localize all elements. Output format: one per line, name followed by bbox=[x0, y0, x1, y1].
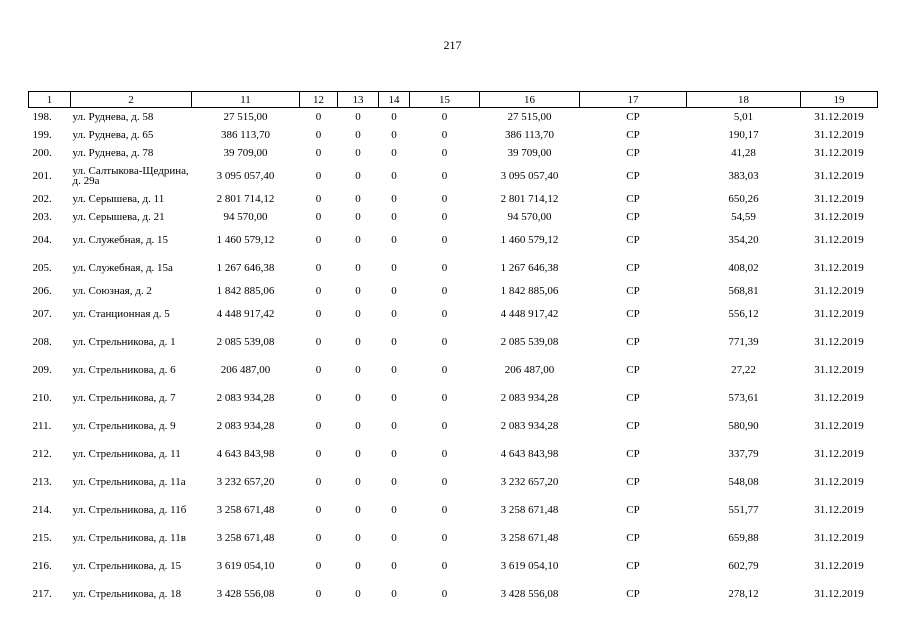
table-row bbox=[29, 440, 878, 468]
cell-col-16: 3 428 556,08 bbox=[500, 588, 559, 600]
cell-col-11: 39 709,00 bbox=[223, 147, 268, 159]
cell-col-18: 383,03 bbox=[728, 170, 759, 182]
cell-col-18: 556,12 bbox=[728, 308, 759, 320]
row-number-cell: 206. bbox=[32, 285, 52, 297]
cell-col-16: 4 448 917,42 bbox=[500, 308, 559, 320]
cell-col-18: 337,79 bbox=[728, 448, 759, 460]
cell-col-12: 0 bbox=[315, 308, 322, 320]
cell-col-16: 2 801 714,12 bbox=[500, 193, 559, 205]
cell-col-19: 31.12.2019 bbox=[814, 336, 864, 348]
address-cell: ул. Руднева, д. 78 bbox=[72, 147, 154, 159]
cell-col-16: 206 487,00 bbox=[504, 364, 555, 376]
cell-col-19: 31.12.2019 bbox=[814, 392, 864, 404]
cell-col-18: 41,28 bbox=[731, 147, 756, 159]
cell-col-14: 0 bbox=[391, 532, 397, 544]
address-cell: ул. Союзная, д. 2 bbox=[72, 285, 152, 297]
cell-col-11: 94 570,00 bbox=[223, 211, 268, 223]
cell-col-14: 0 bbox=[391, 129, 397, 141]
cell-col-11: 1 267 646,38 bbox=[216, 262, 275, 274]
cell-col-11: 2 083 934,28 bbox=[216, 420, 275, 432]
cell-col-19: 31.12.2019 bbox=[814, 211, 864, 223]
table-row bbox=[29, 524, 878, 552]
row-number-cell: 214. bbox=[32, 504, 52, 516]
cell-col-17: СР bbox=[626, 285, 640, 297]
cell-col-12: 0 bbox=[315, 392, 322, 404]
cell-col-11: 4 448 917,42 bbox=[216, 308, 275, 320]
column-header: 16 bbox=[480, 92, 580, 108]
address-cell: ул. Стрельникова, д. 11а bbox=[72, 476, 186, 488]
cell-col-13: 0 bbox=[355, 170, 361, 182]
cell-col-11: 3 232 657,20 bbox=[216, 476, 275, 488]
cell-col-18: 354,20 bbox=[728, 234, 759, 246]
cell-col-12: 0 bbox=[315, 111, 322, 123]
table-row bbox=[29, 190, 878, 208]
cell-col-14: 0 bbox=[391, 234, 397, 246]
cell-col-13: 0 bbox=[355, 211, 361, 223]
column-header: 2 bbox=[71, 92, 192, 108]
cell-col-15: 0 bbox=[441, 364, 448, 376]
row-number-cell: 212. bbox=[32, 448, 52, 460]
cell-col-13: 0 bbox=[355, 234, 361, 246]
cell-col-19: 31.12.2019 bbox=[814, 234, 864, 246]
table-row bbox=[29, 468, 878, 496]
cell-col-12: 0 bbox=[315, 129, 322, 141]
page-number: 217 bbox=[443, 38, 462, 52]
cell-col-15: 0 bbox=[441, 532, 448, 544]
cell-col-15: 0 bbox=[441, 308, 448, 320]
row-number-cell: 205. bbox=[32, 262, 52, 274]
cell-col-18: 5,01 bbox=[733, 111, 754, 123]
cell-col-13: 0 bbox=[355, 285, 361, 297]
cell-col-19: 31.12.2019 bbox=[814, 111, 864, 123]
address-cell: ул. Салтыкова-Щедрина, д. 29а bbox=[72, 165, 189, 187]
cell-col-11: 3 258 671,48 bbox=[216, 532, 275, 544]
cell-col-16: 2 083 934,28 bbox=[500, 420, 559, 432]
cell-col-18: 771,39 bbox=[728, 336, 759, 348]
cell-col-12: 0 bbox=[315, 234, 322, 246]
cell-col-18: 551,77 bbox=[728, 504, 759, 516]
cell-col-17: СР bbox=[626, 211, 640, 223]
cell-col-12: 0 bbox=[315, 211, 322, 223]
cell-col-16: 1 842 885,06 bbox=[500, 285, 559, 297]
cell-col-15: 0 bbox=[441, 211, 448, 223]
cell-col-14: 0 bbox=[391, 560, 397, 572]
cell-col-16: 3 258 671,48 bbox=[500, 504, 559, 516]
cell-col-14: 0 bbox=[391, 147, 397, 159]
cell-col-18: 408,02 bbox=[728, 262, 759, 274]
address-cell: ул. Стрельникова, д. 7 bbox=[72, 392, 176, 404]
cell-col-15: 0 bbox=[441, 336, 448, 348]
cell-col-13: 0 bbox=[355, 504, 361, 516]
cell-col-19: 31.12.2019 bbox=[814, 193, 864, 205]
cell-col-12: 0 bbox=[315, 262, 322, 274]
column-header: 18 bbox=[687, 92, 801, 108]
cell-col-13: 0 bbox=[355, 588, 361, 600]
cell-col-18: 278,12 bbox=[728, 588, 759, 600]
address-cell: ул. Серышева, д. 11 bbox=[72, 193, 165, 205]
row-number-cell: 199. bbox=[32, 129, 52, 141]
cell-col-13: 0 bbox=[355, 532, 361, 544]
data-table bbox=[28, 91, 878, 608]
column-header: 15 bbox=[410, 92, 480, 108]
cell-col-15: 0 bbox=[441, 504, 448, 516]
column-header: 17 bbox=[580, 92, 687, 108]
cell-col-15: 0 bbox=[441, 129, 448, 141]
cell-col-12: 0 bbox=[315, 532, 322, 544]
row-number-cell: 198. bbox=[32, 111, 52, 123]
cell-col-17: СР bbox=[626, 129, 640, 141]
cell-col-14: 0 bbox=[391, 448, 397, 460]
cell-col-17: СР bbox=[626, 476, 640, 488]
cell-col-13: 0 bbox=[355, 448, 361, 460]
cell-col-19: 31.12.2019 bbox=[814, 476, 864, 488]
cell-col-19: 31.12.2019 bbox=[814, 308, 864, 320]
cell-col-11: 3 095 057,40 bbox=[216, 170, 275, 182]
cell-col-16: 3 258 671,48 bbox=[500, 532, 559, 544]
cell-col-16: 2 085 539,08 bbox=[500, 336, 559, 348]
table-row bbox=[29, 412, 878, 440]
cell-col-16: 3 619 054,10 bbox=[500, 560, 559, 572]
column-header: 11 bbox=[192, 92, 300, 108]
row-number-cell: 203. bbox=[32, 211, 52, 223]
cell-col-11: 27 515,00 bbox=[223, 111, 268, 123]
cell-col-14: 0 bbox=[391, 336, 397, 348]
cell-col-13: 0 bbox=[355, 364, 361, 376]
row-number-cell: 207. bbox=[32, 308, 52, 320]
cell-col-18: 27,22 bbox=[731, 364, 756, 376]
table-row bbox=[29, 356, 878, 384]
cell-col-17: СР bbox=[626, 504, 640, 516]
cell-col-19: 31.12.2019 bbox=[814, 285, 864, 297]
address-cell: ул. Стрельникова, д. 6 bbox=[72, 364, 176, 376]
table-header-row bbox=[29, 92, 878, 108]
cell-col-12: 0 bbox=[315, 476, 322, 488]
cell-col-19: 31.12.2019 bbox=[814, 448, 864, 460]
cell-col-13: 0 bbox=[355, 560, 361, 572]
cell-col-14: 0 bbox=[391, 392, 397, 404]
address-cell: ул. Стрельникова, д. 15 bbox=[72, 560, 182, 572]
table-row bbox=[29, 144, 878, 162]
cell-col-13: 0 bbox=[355, 111, 361, 123]
cell-col-12: 0 bbox=[315, 560, 322, 572]
cell-col-16: 3 232 657,20 bbox=[500, 476, 559, 488]
cell-col-15: 0 bbox=[441, 560, 448, 572]
cell-col-12: 0 bbox=[315, 448, 322, 460]
cell-col-16: 27 515,00 bbox=[507, 111, 552, 123]
cell-col-13: 0 bbox=[355, 129, 361, 141]
cell-col-14: 0 bbox=[391, 262, 397, 274]
cell-col-19: 31.12.2019 bbox=[814, 420, 864, 432]
cell-col-17: СР bbox=[626, 420, 640, 432]
cell-col-14: 0 bbox=[391, 420, 397, 432]
table-row bbox=[29, 384, 878, 412]
cell-col-13: 0 bbox=[355, 420, 361, 432]
cell-col-19: 31.12.2019 bbox=[814, 532, 864, 544]
cell-col-15: 0 bbox=[441, 588, 448, 600]
address-cell: ул. Руднева, д. 65 bbox=[72, 129, 154, 141]
cell-col-16: 94 570,00 bbox=[507, 211, 552, 223]
row-number-cell: 208. bbox=[32, 336, 52, 348]
cell-col-19: 31.12.2019 bbox=[814, 147, 864, 159]
table-row bbox=[29, 162, 878, 190]
cell-col-19: 31.12.2019 bbox=[814, 560, 864, 572]
cell-col-12: 0 bbox=[315, 364, 322, 376]
cell-col-12: 0 bbox=[315, 147, 322, 159]
cell-col-14: 0 bbox=[391, 193, 397, 205]
cell-col-15: 0 bbox=[441, 448, 448, 460]
cell-col-17: СР bbox=[626, 147, 640, 159]
row-number-cell: 210. bbox=[32, 392, 52, 404]
cell-col-15: 0 bbox=[441, 234, 448, 246]
table-row bbox=[29, 328, 878, 356]
table-row bbox=[29, 208, 878, 226]
cell-col-16: 386 113,70 bbox=[504, 129, 555, 141]
cell-col-15: 0 bbox=[441, 193, 448, 205]
cell-col-18: 602,79 bbox=[728, 560, 759, 572]
cell-col-11: 1 460 579,12 bbox=[216, 234, 275, 246]
address-cell: ул. Станционная д. 5 bbox=[72, 308, 170, 320]
cell-col-11: 3 428 556,08 bbox=[216, 588, 275, 600]
cell-col-13: 0 bbox=[355, 476, 361, 488]
cell-col-19: 31.12.2019 bbox=[814, 262, 864, 274]
cell-col-18: 54,59 bbox=[731, 211, 756, 223]
cell-col-17: СР bbox=[626, 262, 640, 274]
cell-col-13: 0 bbox=[355, 308, 361, 320]
cell-col-17: СР bbox=[626, 392, 640, 404]
cell-col-11: 3 258 671,48 bbox=[216, 504, 275, 516]
cell-col-12: 0 bbox=[315, 420, 322, 432]
cell-col-13: 0 bbox=[355, 147, 361, 159]
row-number-cell: 217. bbox=[32, 588, 52, 600]
table-row bbox=[29, 580, 878, 608]
cell-col-14: 0 bbox=[391, 285, 397, 297]
table-row bbox=[29, 226, 878, 254]
cell-col-11: 4 643 843,98 bbox=[216, 448, 275, 460]
cell-col-11: 206 487,00 bbox=[220, 364, 271, 376]
row-number-cell: 200. bbox=[32, 147, 52, 159]
address-cell: ул. Стрельникова, д. 1 bbox=[72, 336, 176, 348]
cell-col-18: 580,90 bbox=[728, 420, 759, 432]
cell-col-17: СР bbox=[626, 448, 640, 460]
table-row bbox=[29, 282, 878, 300]
cell-col-19: 31.12.2019 bbox=[814, 364, 864, 376]
cell-col-18: 190,17 bbox=[728, 129, 759, 141]
cell-col-11: 386 113,70 bbox=[220, 129, 271, 141]
cell-col-12: 0 bbox=[315, 193, 322, 205]
row-number-cell: 201. bbox=[32, 170, 52, 182]
cell-col-16: 39 709,00 bbox=[507, 147, 552, 159]
cell-col-15: 0 bbox=[441, 392, 448, 404]
cell-col-12: 0 bbox=[315, 170, 322, 182]
table-row bbox=[29, 552, 878, 580]
cell-col-15: 0 bbox=[441, 420, 448, 432]
cell-col-15: 0 bbox=[441, 476, 448, 488]
table-row bbox=[29, 254, 878, 282]
cell-col-11: 2 083 934,28 bbox=[216, 392, 275, 404]
cell-col-14: 0 bbox=[391, 111, 397, 123]
cell-col-14: 0 bbox=[391, 211, 397, 223]
cell-col-16: 1 267 646,38 bbox=[500, 262, 559, 274]
cell-col-15: 0 bbox=[441, 262, 448, 274]
column-header: 19 bbox=[801, 92, 878, 108]
cell-col-12: 0 bbox=[315, 336, 322, 348]
cell-col-12: 0 bbox=[315, 285, 322, 297]
cell-col-18: 573,61 bbox=[728, 392, 759, 404]
column-header: 12 bbox=[300, 92, 338, 108]
cell-col-13: 0 bbox=[355, 336, 361, 348]
cell-col-17: СР bbox=[626, 560, 640, 572]
row-number-cell: 213. bbox=[32, 476, 52, 488]
cell-col-14: 0 bbox=[391, 308, 397, 320]
cell-col-14: 0 bbox=[391, 170, 397, 182]
cell-col-15: 0 bbox=[441, 147, 448, 159]
cell-col-18: 650,26 bbox=[728, 193, 759, 205]
cell-col-13: 0 bbox=[355, 193, 361, 205]
cell-col-18: 548,08 bbox=[728, 476, 759, 488]
cell-col-12: 0 bbox=[315, 504, 322, 516]
address-cell: ул. Руднева, д. 58 bbox=[72, 111, 154, 123]
cell-col-17: СР bbox=[626, 193, 640, 205]
table-body bbox=[29, 108, 878, 609]
address-cell: ул. Стрельникова, д. 11б bbox=[72, 504, 187, 516]
cell-col-11: 1 842 885,06 bbox=[216, 285, 275, 297]
cell-col-14: 0 bbox=[391, 364, 397, 376]
cell-col-11: 2 801 714,12 bbox=[216, 193, 275, 205]
cell-col-13: 0 bbox=[355, 392, 361, 404]
cell-col-11: 2 085 539,08 bbox=[216, 336, 275, 348]
table-row bbox=[29, 108, 878, 127]
address-cell: ул. Стрельникова, д. 11 bbox=[72, 448, 181, 460]
column-header: 14 bbox=[379, 92, 410, 108]
column-header: 13 bbox=[338, 92, 379, 108]
address-cell: ул. Серышева, д. 21 bbox=[72, 211, 165, 223]
column-header: 1 bbox=[29, 92, 71, 108]
cell-col-16: 3 095 057,40 bbox=[500, 170, 559, 182]
row-number-cell: 204. bbox=[32, 234, 52, 246]
address-cell: ул. Служебная, д. 15 bbox=[72, 234, 169, 246]
cell-col-18: 568,81 bbox=[728, 285, 759, 297]
cell-col-18: 659,88 bbox=[728, 532, 759, 544]
cell-col-12: 0 bbox=[315, 588, 322, 600]
address-cell: ул. Служебная, д. 15а bbox=[72, 262, 173, 274]
cell-col-17: СР bbox=[626, 308, 640, 320]
cell-col-11: 3 619 054,10 bbox=[216, 560, 275, 572]
cell-col-16: 2 083 934,28 bbox=[500, 392, 559, 404]
address-cell: ул. Стрельникова, д. 11в bbox=[72, 532, 186, 544]
row-number-cell: 202. bbox=[32, 193, 52, 205]
table-row bbox=[29, 496, 878, 524]
cell-col-16: 4 643 843,98 bbox=[500, 448, 559, 460]
address-cell: ул. Стрельникова, д. 9 bbox=[72, 420, 176, 432]
cell-col-17: СР bbox=[626, 170, 640, 182]
row-number-cell: 216. bbox=[32, 560, 52, 572]
cell-col-15: 0 bbox=[441, 170, 448, 182]
cell-col-17: СР bbox=[626, 364, 640, 376]
row-number-cell: 209. bbox=[32, 364, 52, 376]
cell-col-19: 31.12.2019 bbox=[814, 170, 864, 182]
cell-col-19: 31.12.2019 bbox=[814, 504, 864, 516]
cell-col-19: 31.12.2019 bbox=[814, 129, 864, 141]
cell-col-14: 0 bbox=[391, 504, 397, 516]
cell-col-14: 0 bbox=[391, 588, 397, 600]
cell-col-13: 0 bbox=[355, 262, 361, 274]
cell-col-17: СР bbox=[626, 336, 640, 348]
cell-col-17: СР bbox=[626, 588, 640, 600]
cell-col-17: СР bbox=[626, 532, 640, 544]
cell-col-15: 0 bbox=[441, 285, 448, 297]
cell-col-15: 0 bbox=[441, 111, 448, 123]
row-number-cell: 211. bbox=[32, 420, 52, 432]
cell-col-14: 0 bbox=[391, 476, 397, 488]
row-number-cell: 215. bbox=[32, 532, 52, 544]
cell-col-19: 31.12.2019 bbox=[814, 588, 864, 600]
cell-col-16: 1 460 579,12 bbox=[500, 234, 559, 246]
cell-col-17: СР bbox=[626, 111, 640, 123]
table-row bbox=[29, 126, 878, 144]
cell-col-17: СР bbox=[626, 234, 640, 246]
address-cell: ул. Стрельникова, д. 18 bbox=[72, 588, 182, 600]
table-row bbox=[29, 300, 878, 328]
